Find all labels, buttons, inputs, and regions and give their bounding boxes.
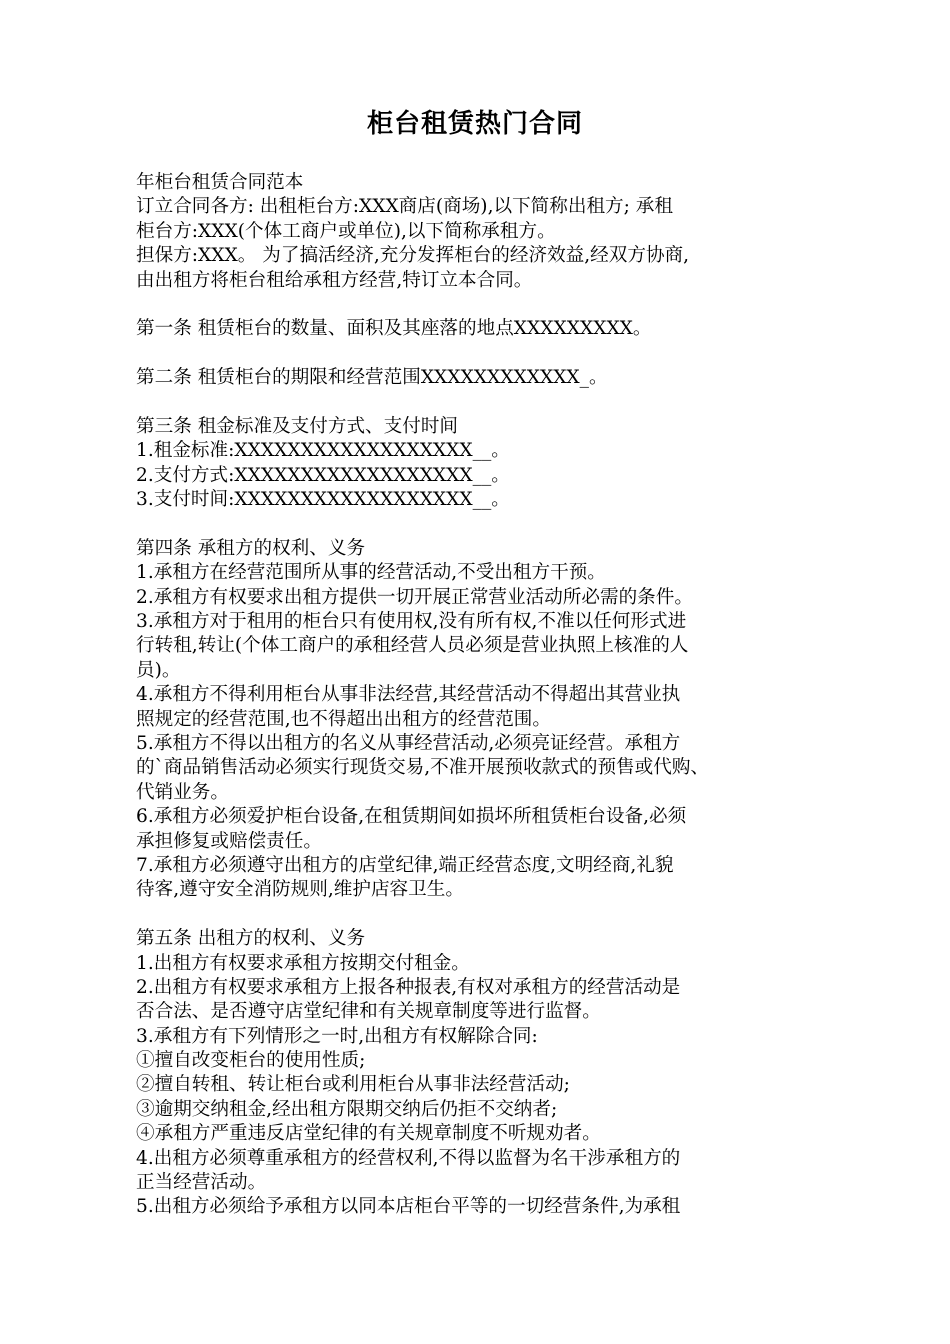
blank-line xyxy=(136,391,826,415)
text-line: 柜台方:XXX(个体工商户或单位),以下简称承租方。 xyxy=(136,220,556,242)
text-line: 第一条 租赁柜台的数量、面积及其座落的地点XXXXXXXXX。 xyxy=(136,318,652,340)
text-line: 1.承租方在经营范围所从事的经营活动,不受出租方干预。 xyxy=(136,562,606,584)
blank-line xyxy=(136,293,826,317)
text-line: 3.承租方对于租用的柜台只有使用权,没有所有权,不准以任何形式进 xyxy=(136,611,687,633)
blank-line xyxy=(136,342,826,366)
text-line: ③逾期交纳租金,经出租方限期交纳后仍拒不交纳者; xyxy=(136,1098,558,1120)
text-line: 待客,遵守安全消防规则,维护店容卫生。 xyxy=(136,879,464,901)
text-line: 照规定的经营范围,也不得超出出租方的经营范围。 xyxy=(136,708,551,730)
text-line: 第二条 租赁柜台的期限和经营范围XXXXXXXXXXXX_。 xyxy=(136,367,608,389)
text-line: 代销业务。 xyxy=(136,781,229,803)
document-title: 柜台租赁热门合同 xyxy=(366,109,583,139)
text-line: 6.承租方必须爱护柜台设备,在租赁期间如损坏所租赁柜台设备,必须 xyxy=(136,806,687,828)
text-line: 3.支付时间:XXXXXXXXXXXXXXXXXX__。 xyxy=(136,489,510,511)
text-line: ④承租方严重违反店堂纪律的有关规章制度不听规劝者。 xyxy=(136,1123,601,1145)
text-line: 订立合同各方: 出租柜台方:XXX商店(商场),以下简称出租方; 承租 xyxy=(136,196,673,218)
text-line: 第三条 租金标准及支付方式、支付时间 xyxy=(136,415,459,437)
text-line: 正当经营活动。 xyxy=(136,1172,267,1194)
text-line: 担保方:XXX。 为了搞活经济,充分发挥柜台的经济效益,经双方协商, xyxy=(136,245,690,267)
text-line: 的`商品销售活动必须实行现货交易,不准开展预收款式的预售或代购、 xyxy=(136,757,710,779)
text-line: 5.承租方不得以出租方的名义从事经营活动,必须亮证经营。承租方 xyxy=(136,732,681,754)
text-line: 员)。 xyxy=(136,659,181,681)
text-line: 1.租金标准:XXXXXXXXXXXXXXXXXX__。 xyxy=(136,440,510,462)
text-line: ②擅自转租、转让柜台或利用柜台从事非法经营活动; xyxy=(136,1074,570,1096)
text-line: 7.承租方必须遵守出租方的店堂纪律,端正经营态度,文明经商,礼貌 xyxy=(136,854,674,876)
text-line: 由出租方将柜台租给承租方经营,特订立本合同。 xyxy=(136,269,533,291)
text-line: 2.支付方式:XXXXXXXXXXXXXXXXXX__。 xyxy=(136,464,510,486)
text-line: 3.承租方有下列情形之一时,出租方有权解除合同: xyxy=(136,1025,538,1047)
text-line: 承担修复或赔偿责任。 xyxy=(136,830,322,852)
text-line: 年柜台租赁合同范本 xyxy=(136,172,304,193)
text-line: ①擅自改变柜台的使用性质; xyxy=(136,1050,366,1072)
text-line: 行转租,转让(个体工商户的承租经营人员必须是营业执照上核准的人 xyxy=(136,635,689,657)
text-line: 4.出租方必须尊重承租方的经营权利,不得以监督为名干涉承租方的 xyxy=(136,1147,681,1169)
blank-line xyxy=(136,903,826,927)
document-body xyxy=(136,171,826,1220)
text-line: 第五条 出租方的权利、义务 xyxy=(136,928,366,950)
text-line: 4.承租方不得利用柜台从事非法经营,其经营活动不得超出其营业执 xyxy=(136,684,681,706)
text-line: 5.出租方必须给予承租方以同本店柜台平等的一切经营条件,为承租 xyxy=(136,1196,681,1218)
text-line: 2.出租方有权要求承租方上报各种报表,有权对承租方的经营活动是 xyxy=(136,976,681,998)
text-line: 1.出租方有权要求承租方按期交付租金。 xyxy=(136,952,470,974)
blank-line xyxy=(136,512,826,536)
text-line: 否合法、是否遵守店堂纪律和有关规章制度等进行监督。 xyxy=(136,1001,601,1023)
text-line: 2.承租方有权要求出租方提供一切开展正常营业活动所必需的条件。 xyxy=(136,586,693,608)
text-line: 第四条 承租方的权利、义务 xyxy=(136,537,366,559)
